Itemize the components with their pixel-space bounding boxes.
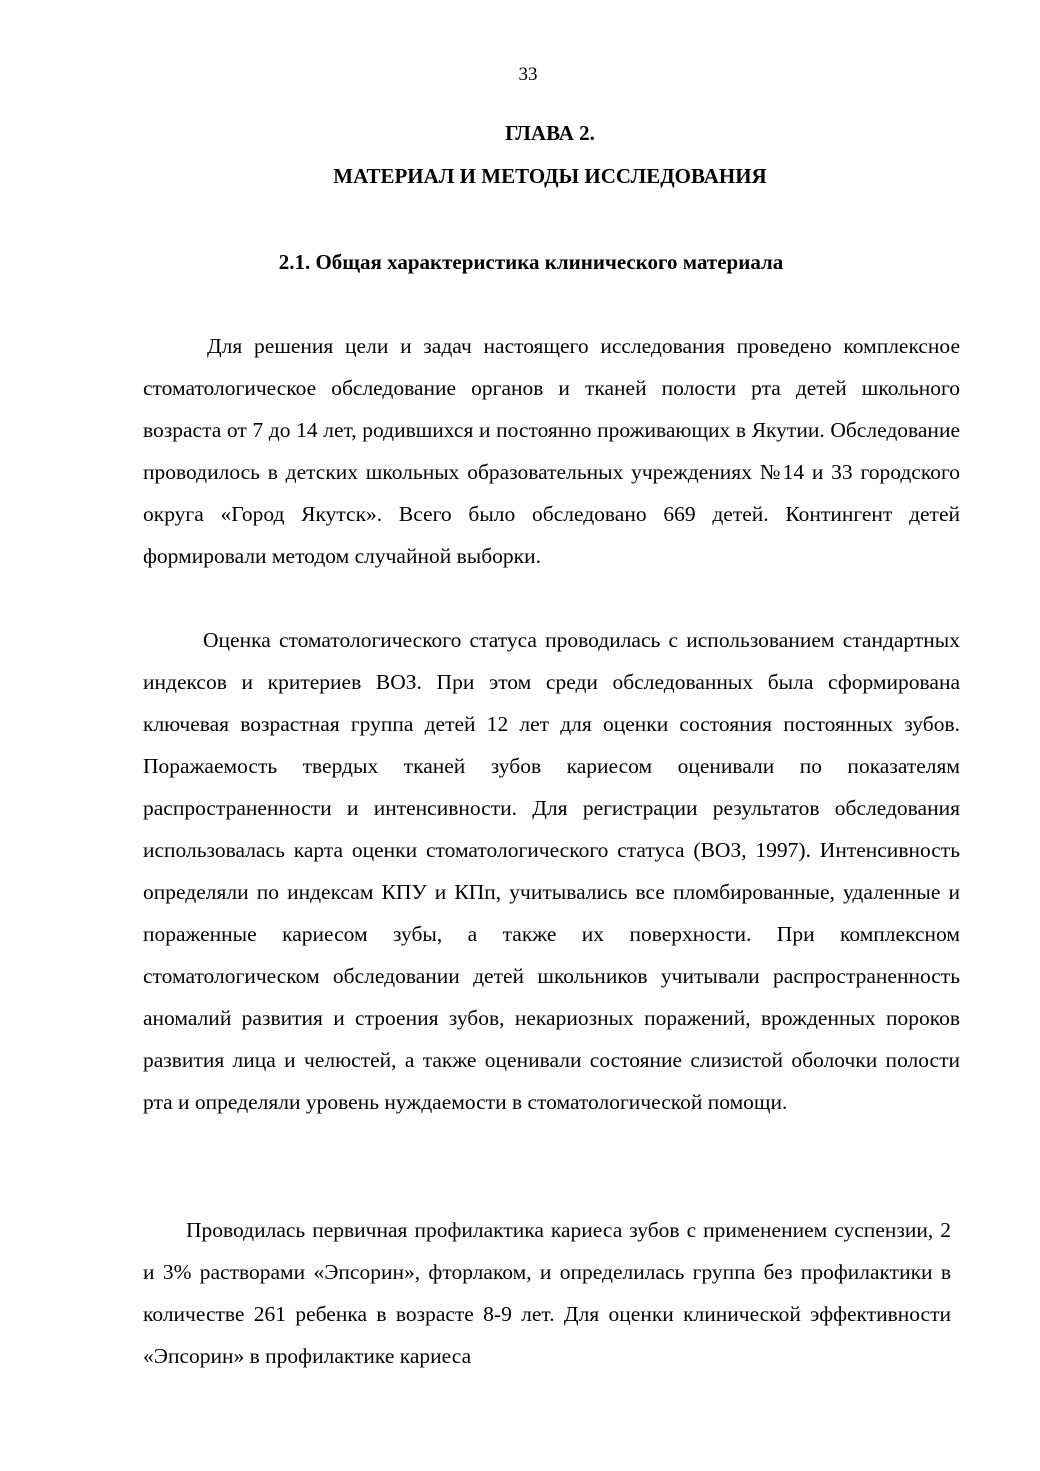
section-title: 2.1. Общая характеристика клинического материала <box>278 250 784 274</box>
paragraph-3: Проводилась первичная профилактика кариеса зубов с применением суспензии, 2 и 3% растворами «Эпсорин», фторлаком, и определилась группа без профилактики в количестве 261 ребенка в возрасте 8-9 лет. Для оценки клинической эффективности «Эпсорин» в профилактике кариеса <box>143 1218 951 1368</box>
page-number: 33 <box>518 64 538 85</box>
paragraph-2: Оценка стоматологического статуса проводилась с использованием стандартных индексов и критериев ВОЗ. При этом среди обследованных была сформирована ключевая возрастная группа детей 12 лет для оценки состояния постоянных зубов. Поражаемость твердых тканей зубов кариесом оценивали по показателям распространенности и интенсивности. Для регистрации результатов обследования использовалась карта оценки стоматологического статуса (ВОЗ, 1997). Интенсивность определяли по индексам КПУ и КПп, учитывались все пломбированные, удаленные и пораженные кариесом зубы, а также их поверхности. При комплексном стоматологическом обследовании детей школьников учитывали распространенность аномалий развития и строения зубов, некариозных поражений, врожденных пороков развития лица и челюстей, а также оценивали состояние слизистой оболочки полости рта и определяли уровень нуждаемости в стоматологической помощи. <box>143 628 960 1114</box>
chapter-label: ГЛАВА 2. <box>505 121 595 145</box>
paragraph-1: Для решения цели и задач настоящего исследования проведено комплексное стоматологическое обследование органов и тканей полости рта детей школьного возраста от 7 до 14 лет, родившихся и постоянно проживающих в Якутии. Обследование проводилось в детских школьных образовательных учреждениях №14 и 33 городского округа «Город Якутск». Всего было обследовано 669 детей. Контингент детей формировали методом случайной выборки. <box>143 334 960 568</box>
chapter-title: МАТЕРИАЛ И МЕТОДЫ ИССЛЕДОВАНИЯ <box>333 164 767 188</box>
